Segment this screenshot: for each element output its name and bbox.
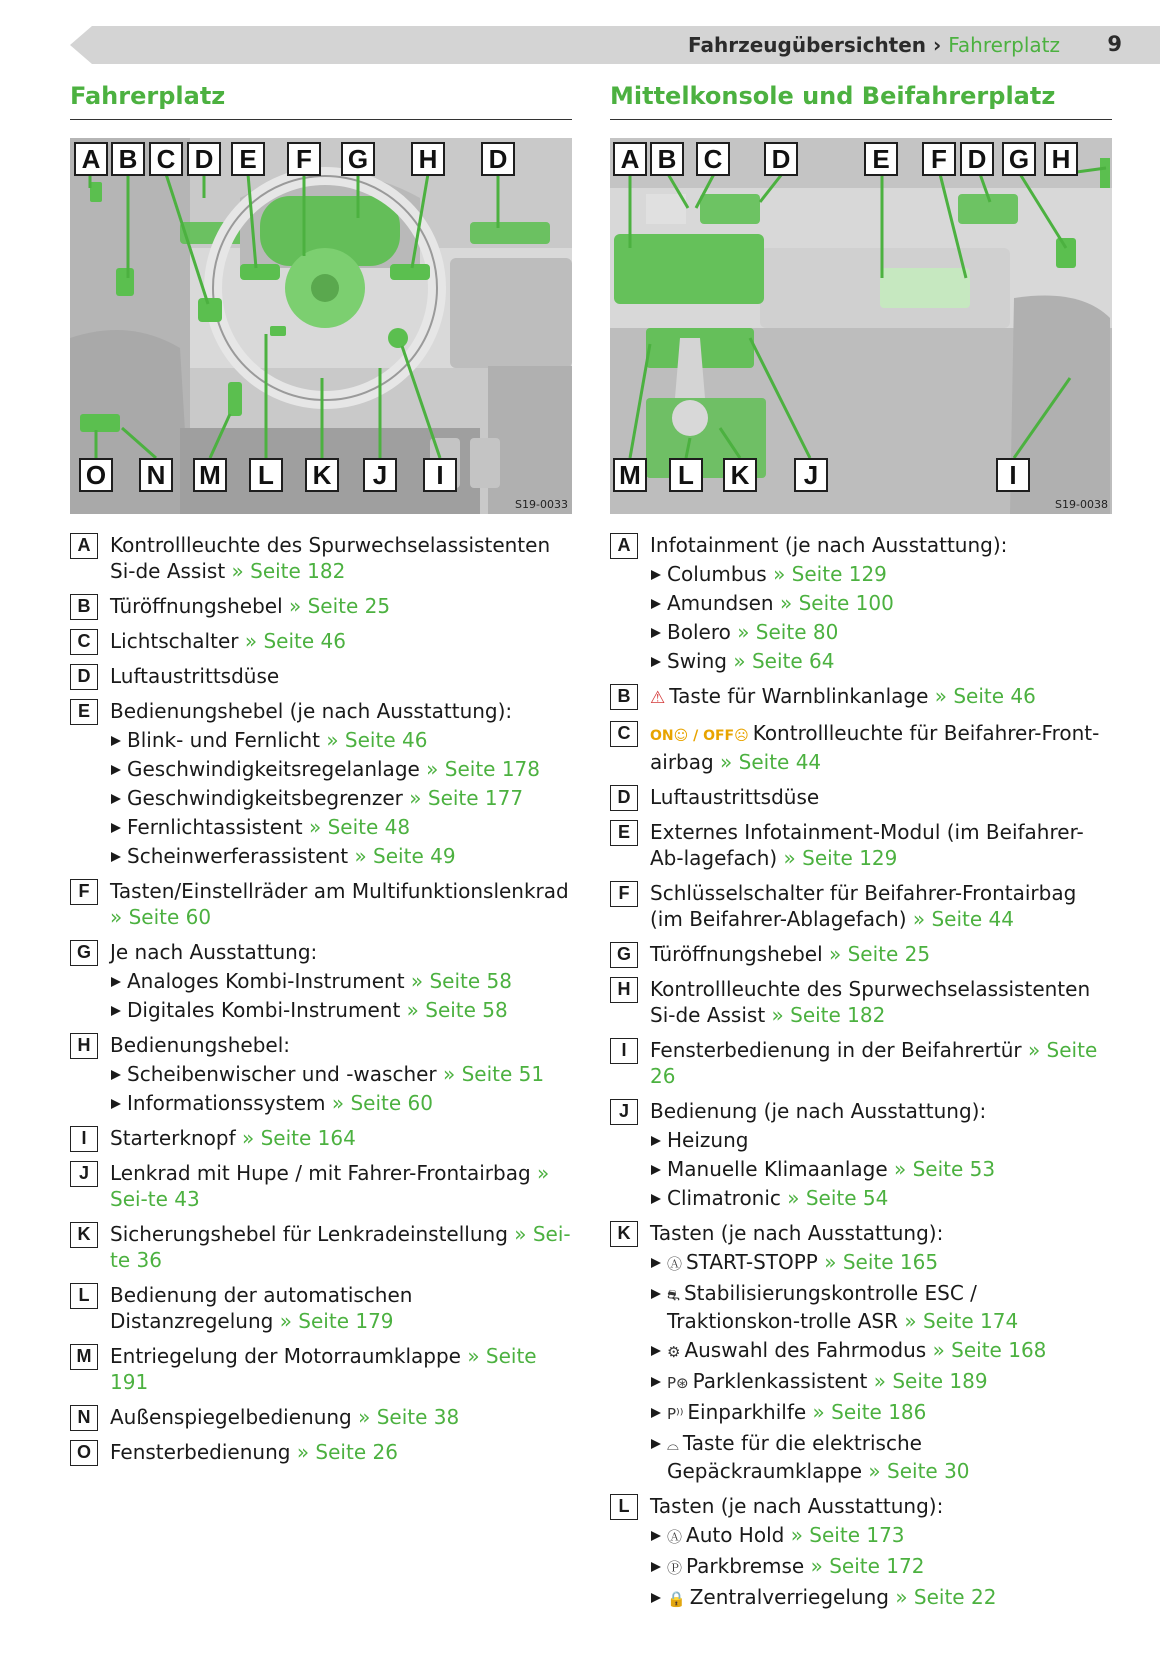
page-ref-link[interactable]: » Seite 164 [241,1126,356,1150]
sub-list [110,727,572,869]
legend-item [70,1282,572,1334]
legend-key: I [70,1126,98,1152]
start-stop-icon: Ⓐ [667,1255,683,1273]
legend-key: D [610,785,638,811]
esc-off-icon: ⛐ [667,1286,680,1304]
legend-text: Lenkrad mit Hupe / mit Fahrer-Frontairbag [110,1161,531,1185]
legend-item [610,784,1112,810]
hazard-warning-icon: ⚠ [650,688,666,708]
page-ref-link[interactable]: » Seite 53 [894,1157,996,1181]
legend-item [610,1037,1112,1089]
legend-text: Tasten/Einstellräder am Multifunktionslenkrad [110,879,569,903]
sub-item: P⁾⁾ Einparkhilfe » Seite 186 [650,1399,1112,1427]
legend-key: J [70,1161,98,1187]
page-ref-link[interactable]: » Seite 25 [829,942,931,966]
page-ref-link[interactable]: » Seite 46 [934,684,1036,708]
page-ref-link[interactable]: » Seite 44 [720,750,822,774]
callout-label: D [764,142,798,176]
legend-key: K [610,1221,638,1247]
page-ref-link[interactable]: » Seite 38 [358,1405,460,1429]
sub-item: Climatronic » Seite 54 [650,1185,1112,1211]
sub-item: Bolero » Seite 80 [650,619,1112,645]
callout-label: J [363,458,397,492]
legend-text: Tasten (je nach Ausstattung): [650,1221,944,1245]
callout-label: B [650,142,684,176]
legend-text: Türöffnungshebel [110,594,283,618]
auto-hold-icon: Ⓐ [667,1528,683,1546]
legend-key: N [70,1405,98,1431]
legend-text: Je nach Ausstattung: [110,940,318,964]
legend-text: Lichtschalter [110,629,239,653]
page-ref-link[interactable]: » Seite 60 [331,1091,433,1115]
legend-item [610,532,1112,674]
page-ref-link[interactable]: » Seite 80 [737,620,839,644]
callout-label: L [669,458,703,492]
callout-label: G [341,142,375,176]
legend-key: F [70,879,98,905]
callout-label: D [960,142,994,176]
legend-text: Bedienung der automatischen Distanzregelung [110,1283,413,1333]
legend-item [70,1160,572,1212]
legend-item [70,663,572,689]
legend-text: Kontrollleuchte für Beifahrer-Front-airbag [650,721,1100,774]
legend-console [610,532,1112,1612]
right-column [610,82,1112,1621]
legend-item [70,1343,572,1395]
page-ref-link[interactable]: » Seite 58 [410,969,512,993]
sub-item: Scheibenwischer und -wascher » Seite 51 [110,1061,572,1087]
page-ref-link[interactable]: » Seite 54 [787,1186,889,1210]
sub-list [650,1522,1112,1612]
park-assist-icon: P⊛ [667,1374,689,1392]
parking-aid-icon: P⁾⁾ [667,1405,684,1423]
legend-item [70,1032,572,1116]
callout-label: K [723,458,757,492]
sub-item: Geschwindigkeitsregelanlage » Seite 178 [110,756,572,782]
legend-key: F [610,881,638,907]
page-ref-link[interactable]: » Seite 25 [289,594,391,618]
callout-label: F [287,142,321,176]
sub-item: Geschwindigkeitsbegrenzer » Seite 177 [110,785,572,811]
page-ref-link[interactable]: » Seite 178 [426,757,540,781]
sub-item: Manuelle Klimaanlage » Seite 53 [650,1156,1112,1182]
section-title-driver: Fahrerplatz [70,82,572,120]
legend-text: Sicherungshebel für Lenkradeinstellung [110,1222,508,1246]
sub-item: Analoges Kombi-Instrument » Seite 58 [110,968,572,994]
callout-label: D [481,142,515,176]
callout-label: H [411,142,445,176]
legend-text: Starterknopf [110,1126,236,1150]
sub-item: Fernlichtassistent » Seite 48 [110,814,572,840]
lock-icon: 🔒 [667,1590,686,1608]
page-ref-link[interactable]: » Seite 172 [810,1554,925,1578]
callout-label: L [249,458,283,492]
legend-item [70,1221,572,1273]
callout-label: N [139,458,173,492]
breadcrumb [688,33,1060,57]
page-ref-link[interactable]: » Sei-te 43 [110,1161,550,1211]
page-ref-link[interactable]: » Seite 26 [296,1440,398,1464]
legend-text: Fensterbedienung [110,1440,291,1464]
page-ref-link[interactable]: » Seite 182 [771,1003,886,1027]
legend-key: C [610,721,638,747]
legend-text: Außenspiegelbedienung [110,1405,352,1429]
legend-item [70,1125,572,1151]
page-ref-link[interactable]: » Seite 22 [895,1585,997,1609]
legend-key: L [610,1494,638,1520]
sub-item: Digitales Kombi-Instrument » Seite 58 [110,997,572,1023]
sub-list [110,968,572,1023]
legend-key: C [70,629,98,655]
page-ref-link[interactable]: » Seite 46 [326,728,428,752]
page-ref-link[interactable]: » Seite 46 [244,629,346,653]
page-number: 9 [1107,32,1122,56]
page-ref-link[interactable]: » Seite 49 [354,844,456,868]
sub-item: Columbus » Seite 129 [650,561,1112,587]
legend-text: Luftaustrittsdüse [110,664,280,688]
legend-text: Kontrollleuchte des Spurwechselassistenten Si-de Assist [650,977,1091,1027]
page-ref-link[interactable]: » Seite 26 [650,1038,1098,1088]
legend-text: Entriegelung der Motorraumklappe [110,1344,461,1368]
page-ref-link[interactable]: » Seite 173 [790,1523,905,1547]
legend-key: H [70,1033,98,1059]
sub-item: Ⓟ Parkbremse » Seite 172 [650,1553,1112,1581]
legend-key: G [610,942,638,968]
page-ref-link[interactable]: » Seite 30 [868,1459,970,1483]
legend-key: K [70,1222,98,1248]
page-ref-link[interactable]: » Seite 177 [409,786,524,810]
callout-label: K [305,458,339,492]
airbag-on-off-icon: ON☺ / OFF☹ [650,728,749,744]
center-console-figure [610,138,1112,514]
page-ref-link[interactable]: » Seite 58 [406,998,508,1022]
callout-label: B [111,142,145,176]
section-title-console: Mittelkonsole und Beifahrerplatz [610,82,1112,120]
legend-key: O [70,1440,98,1466]
sub-item: Informationssystem » Seite 60 [110,1090,572,1116]
legend-key: H [610,977,638,1003]
legend-key: L [70,1283,98,1309]
legend-key: E [610,820,638,846]
legend-item [610,819,1112,871]
callout-label: I [423,458,457,492]
legend-text: Fensterbedienung in der Beifahrertür [650,1038,1022,1062]
sub-item: Heizung [650,1127,1112,1153]
sub-item: Ⓐ Auto Hold » Seite 173 [650,1522,1112,1550]
drive-mode-icon: ⚙ [667,1343,681,1361]
legend-key: J [610,1099,638,1125]
legend-item [70,628,572,654]
legend-item [70,1439,572,1465]
figure-code: S19-0033 [515,498,568,511]
legend-item [70,939,572,1023]
tailgate-icon: ⌓ [667,1436,679,1454]
sub-item: P⊛ Parklenkassistent » Seite 189 [650,1368,1112,1396]
page-ref-link[interactable]: » Seite 129 [783,846,898,870]
sub-item: Scheinwerferassistent » Seite 49 [110,843,572,869]
legend-key: G [70,940,98,966]
legend-text: Schlüsselschalter für Beifahrer-Frontairbag (im Beifahrer-Ablagefach) [650,881,1077,931]
legend-key: A [70,533,98,559]
page-ref-link[interactable]: » Seite 48 [308,815,411,839]
callout-label: A [74,142,108,176]
legend-item [610,880,1112,932]
page-ref-link[interactable]: » Seite 44 [912,907,1014,931]
legend-key: M [70,1344,98,1370]
page-ref-link[interactable]: » Seite 51 [443,1062,545,1086]
breadcrumb-separator: › [933,33,942,57]
page-ref-link[interactable]: » Seite 179 [279,1309,394,1333]
legend-text: Externes Infotainment-Modul (im Beifahrer-Ab-lagefach) [650,820,1084,870]
legend-item [70,698,572,869]
callout-label: D [187,142,221,176]
callout-label: M [193,458,227,492]
page-ref-link[interactable]: » Seite 182 [231,559,346,583]
legend-key: E [70,699,98,725]
legend-text: Bedienungshebel (je nach Ausstattung): [110,699,513,723]
legend-text: Bedienungshebel: [110,1033,290,1057]
legend-key: I [610,1038,638,1064]
legend-text: Luftaustrittsdüse [650,785,820,809]
callout-label: M [613,458,647,492]
sub-list [650,1127,1112,1211]
callout-label: H [1044,142,1078,176]
sub-list [650,561,1112,674]
legend-item [610,1220,1112,1484]
page-ref-link[interactable]: » Seite 64 [733,649,835,673]
sub-item: Swing » Seite 64 [650,648,1112,674]
page-ref-link[interactable]: » Seite 129 [773,562,887,586]
page-ref-link[interactable]: » Seite 100 [779,591,894,615]
legend-item [70,1404,572,1430]
page-header [70,26,1160,64]
sub-item: Ⓐ START-STOPP » Seite 165 [650,1249,1112,1277]
legend-key: A [610,533,638,559]
legend-item [610,683,1112,711]
breadcrumb-current: Fahrerplatz [948,33,1060,57]
callout-label: I [996,458,1030,492]
callout-label: A [613,142,647,176]
legend-key: B [70,594,98,620]
page-ref-link[interactable]: » Seite 191 [110,1344,537,1394]
sub-item: ⌓ Taste für die elektrische Gepäckraumklappe » Seite 30 [650,1430,1112,1484]
page-ref-link[interactable]: » Sei-te 36 [110,1222,571,1272]
callout-label: E [864,142,898,176]
sub-list [650,1249,1112,1484]
breadcrumb-section[interactable]: Fahrzeugübersichten [688,33,927,57]
callout-label: J [794,458,828,492]
sub-item: Blink- und Fernlicht » Seite 46 [110,727,572,753]
legend-text: Infotainment (je nach Ausstattung): [650,533,1008,557]
sub-item: 🔒 Zentralverriegelung » Seite 22 [650,1584,1112,1612]
callout-label: C [149,142,183,176]
page-ref-link[interactable]: » Seite 189 [873,1369,988,1393]
legend-item [610,720,1112,775]
legend-item [610,976,1112,1028]
figure-code: S19-0038 [1055,498,1108,511]
legend-item [70,593,572,619]
legend-text: Kontrollleuchte des Spurwechselassistenten Si-de Assist [110,533,551,583]
legend-text: Türöffnungshebel [650,942,823,966]
legend-item [610,1493,1112,1612]
legend-item [70,532,572,584]
left-column [70,82,572,1474]
page-ref-link[interactable]: » Seite 186 [812,1400,927,1424]
driver-cockpit-figure [70,138,572,514]
sub-item: Amundsen » Seite 100 [650,590,1112,616]
legend-item [70,878,572,930]
page-ref-link[interactable]: » Seite 60 [110,905,212,929]
page-ref-link[interactable]: » Seite 168 [932,1338,1047,1362]
sub-list [110,1061,572,1116]
callout-label: G [1002,142,1036,176]
legend-text: Tasten (je nach Ausstattung): [650,1494,944,1518]
page-ref-link[interactable]: » Seite 165 [824,1250,939,1274]
callout-label: E [231,142,265,176]
legend-item [610,1098,1112,1211]
legend-item [610,941,1112,967]
sub-item: ⚙ Auswahl des Fahrmodus » Seite 168 [650,1337,1112,1365]
callout-label: F [922,142,956,176]
callout-label: C [696,142,730,176]
callout-label: O [79,458,113,492]
legend-text: Taste für Warnblinkanlage [669,684,929,708]
legend-key: D [70,664,98,690]
legend-driver [70,532,572,1465]
legend-key: B [610,684,638,710]
sub-item: ⛐ Stabilisierungskontrolle ESC / Traktionskon-trolle ASR » Seite 174 [650,1280,1112,1334]
parking-brake-icon: Ⓟ [667,1559,683,1577]
page-ref-link[interactable]: » Seite 174 [904,1309,1019,1333]
legend-text: Bedienung (je nach Ausstattung): [650,1099,987,1123]
